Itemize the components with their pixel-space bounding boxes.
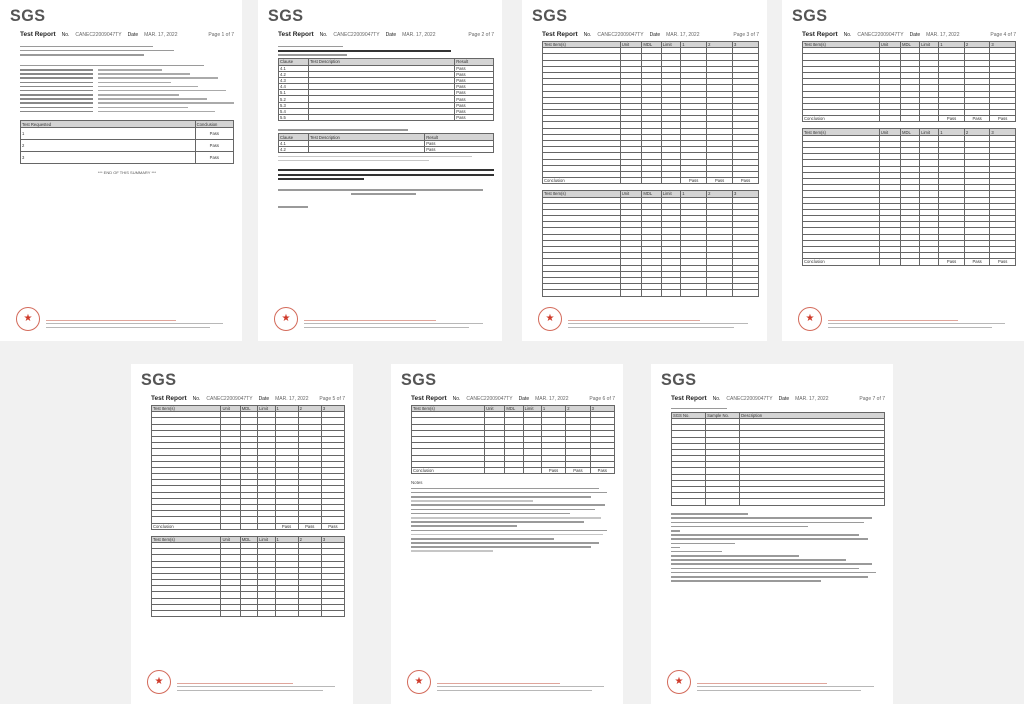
seal-icon [407,670,431,694]
field-row [20,111,234,113]
table-row [672,499,885,505]
remarks-text [671,513,885,582]
page-header: Test Report No. CANEC22009047TY Date MAR. 17, 2022 Page 4 of 7 [802,31,1016,38]
page-footer [304,318,492,330]
table-row: 5.1 Pass [279,90,494,96]
sgs-logo: SGS [532,6,568,25]
conclusion-row: Conclusion Pass Pass Pass [543,178,759,184]
report-page-1 [0,0,242,341]
table-row: 5.2 Pass [279,96,494,102]
page-footer [177,681,343,693]
report-page-7 [651,364,893,704]
page-body [542,41,759,303]
report-page-6 [391,364,623,704]
sample-description-table: SGS No. Sample No. Description [671,412,885,506]
page-body [802,41,1016,303]
table-row: 4.4 Pass [279,84,494,90]
table-row: 4.2 Pass [279,146,494,152]
seal-icon [798,307,822,331]
page-footer [697,681,883,693]
table-row [543,290,759,296]
report-date: MAR. 17, 2022 [144,32,178,38]
report-page-4 [782,0,1024,341]
table-row: 4.1 Pass [279,65,494,71]
results-table-a: Test Item(s) Unit MDL Limit 1 2 3 Conclusion Pass Pass Pass [411,405,615,474]
page-body [411,405,615,666]
labeling-test-table: Clause Test Description Result 4.1 Pass 4.2 Pass [278,133,494,153]
field-row [20,94,234,96]
page-header: Test Report No. CANEC22009047TY Date MAR. 17, 2022 Page 1 of 7 [20,31,234,38]
field-row [20,69,234,71]
table-row: 4.3 Pass [279,77,494,83]
table-row: 5.4 Pass [279,108,494,114]
report-number: CANEC22009047TY [75,32,122,38]
page-header: Test Report No. CANEC22009047TY Date MAR. 17, 2022 Page 6 of 7 [411,395,615,402]
table-row: 1 Pass [21,127,234,139]
seal-icon [147,670,171,694]
page-body [671,405,885,666]
sgs-logo: SGS [141,370,177,389]
page-body [278,43,494,303]
field-row [20,82,234,84]
results-table-b: Test Item(s) Unit MDL Limit 1 2 3 [151,536,345,617]
field-row [20,73,234,75]
conclusion-row: Conclusion Pass Pass Pass [152,523,345,529]
page-header: Test Report No. CANEC22009047TY Date MAR. 17, 2022 Page 3 of 7 [542,31,759,38]
field-row [20,102,234,104]
sample-fields [20,69,234,112]
seal-icon [16,307,40,331]
conclusion-row: Conclusion Pass Pass Pass [803,116,1016,122]
seal-icon [667,670,691,694]
page-footer [568,318,757,330]
page-number: Page 1 of 7 [208,32,234,38]
page-header: Test Report No. CANEC22009047TY Date MAR. 17, 2022 Page 5 of 7 [151,395,345,402]
page-header: Test Report No. CANEC22009047TY Date MAR. 17, 2022 Page 2 of 7 [278,31,494,38]
conclusion-row: Conclusion Pass Pass Pass [803,259,1016,265]
results-table-b: Test Item(s) Unit MDL Limit 1 2 3 Conclusion Pass Pass Pass [802,128,1016,265]
summary-end-note: *** END OF THIS SUMMARY *** [97,169,157,175]
table-row [152,611,345,617]
field-row [20,107,234,109]
page-footer [46,318,232,330]
field-row [20,98,234,100]
summary-table: Test Requested Conclusion 1 Pass 2 Pass 3 Pass [20,120,234,163]
sgs-logo: SGS [268,6,304,25]
results-table-a: Test Item(s) Unit MDL Limit 1 2 3 Conclusion Pass Pass Pass [542,41,759,184]
page-header: Test Report No. CANEC22009047TY Date MAR. 17, 2022 Page 7 of 7 [671,395,885,402]
table-row: 3 Pass [21,151,234,163]
results-table-a: Test Item(s) Unit MDL Limit 1 2 3 Conclusion Pass Pass Pass [802,41,1016,122]
page-footer [437,681,613,693]
results-table-b: Test Item(s) Unit MDL Limit 1 2 3 [542,190,759,296]
notes-label: Notes [411,480,423,486]
sgs-logo: SGS [401,370,437,389]
report-page-5 [131,364,353,704]
report-page-2 [258,0,502,341]
conclusion-row: Conclusion Pass Pass Pass [412,467,615,473]
field-row [20,90,234,92]
field-row [20,86,234,88]
page-body [151,405,345,666]
field-row [20,77,234,79]
table-row: 4.1 Pass [279,140,494,146]
seal-icon [538,307,562,331]
table-row: 5.3 Pass [279,102,494,108]
notes-text [411,488,615,552]
page-body [20,43,234,303]
report-page-3 [522,0,767,341]
seal-icon [274,307,298,331]
report-title: Test Report [20,31,56,38]
table-row: 2 Pass [21,139,234,151]
sgs-logo: SGS [792,6,828,25]
physical-test-table: Clause Test Description Result 4.1 Pass 4.2 Pass 4.3 Pass 4.4 Pass 5.1 Pass 5.2 Pass 5.3 Pass 5.4 Pass 5.5 Pass [278,58,494,121]
table-row: 4.2 Pass [279,71,494,77]
page-footer [828,318,1014,330]
table-row: 5.5 Pass [279,115,494,121]
sgs-logo: SGS [661,370,697,389]
sgs-logo: SGS [10,6,46,25]
results-table-a: Test Item(s) Unit MDL Limit 1 2 3 Conclusion Pass Pass Pass [151,405,345,530]
